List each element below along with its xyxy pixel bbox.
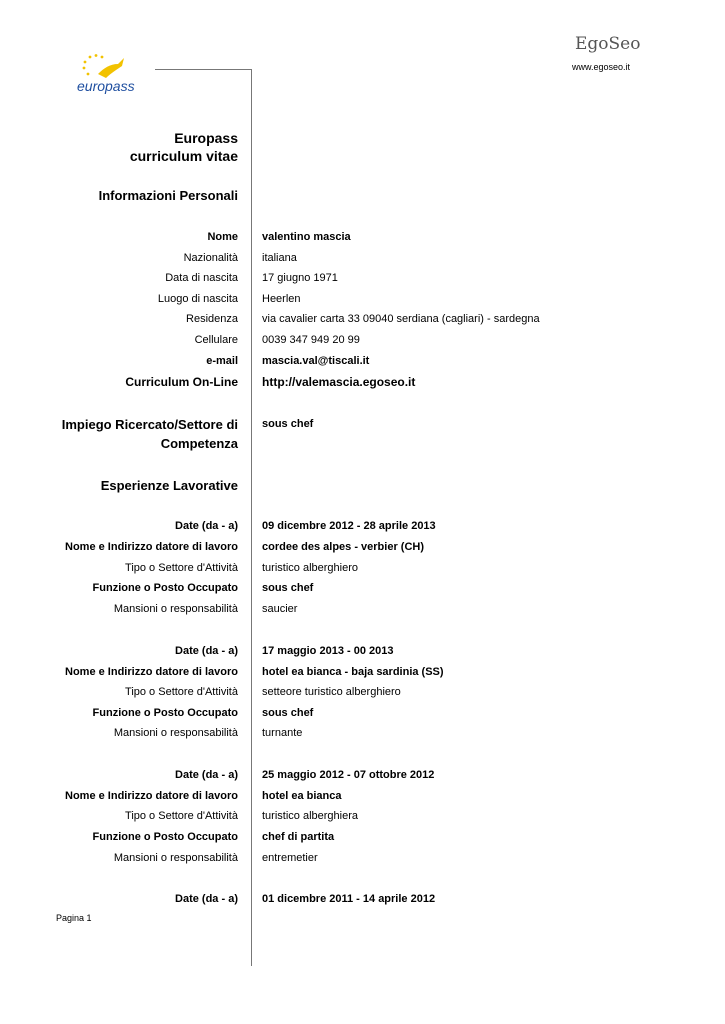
value-nationality: italiana <box>262 252 297 264</box>
job1-position-label: Funzione o Posto Occupato <box>92 582 238 594</box>
job3-position-label: Funzione o Posto Occupato <box>92 831 238 843</box>
europass-logo <box>74 54 156 98</box>
job1-employer-label: Nome e Indirizzo datore di lavoro <box>65 541 238 553</box>
egoseo-logo <box>575 34 640 54</box>
job3-position: chef di partita <box>262 831 335 843</box>
job2-date-label: Date (da - a) <box>175 645 238 657</box>
job3-duties-label: Mansioni o responsabilità <box>113 852 238 864</box>
job3-duties: entremetier <box>262 852 318 864</box>
job4-date-label: Date (da - a) <box>175 893 238 905</box>
label-residence: Residenza <box>186 313 238 325</box>
label-nationality: Nazionalità <box>183 252 238 264</box>
figure-icon <box>98 58 124 78</box>
value-online-cv[interactable]: http://valemascia.egoseo.it <box>262 375 416 389</box>
label-email: e-mail <box>206 355 238 367</box>
label-birthplace: Luogo di nascita <box>157 293 238 305</box>
job1-employer: cordee des alpes - verbier (CH) <box>262 541 425 553</box>
value-mobile: 0039 347 949 20 99 <box>262 334 360 346</box>
value-birthplace: Heerlen <box>262 293 301 305</box>
egoseo-logo-text: EgoSeo <box>575 34 641 54</box>
job3-date: 25 maggio 2012 - 07 ottobre 2012 <box>262 769 435 781</box>
job2-duties: turnante <box>262 727 303 739</box>
job2-sector-label: Tipo o Settore d'Attività <box>125 686 238 698</box>
header-divider <box>155 69 252 70</box>
job2-position-label: Funzione o Posto Occupato <box>92 707 238 719</box>
job4-date: 01 dicembre 2011 - 14 aprile 2012 <box>262 893 436 905</box>
label-name: Nome <box>207 231 238 243</box>
website-url[interactable]: www.egoseo.it <box>572 62 631 72</box>
value-target: sous chef <box>262 418 314 430</box>
section-heading-experience: Esperienze Lavorative <box>100 478 238 493</box>
job3-employer: hotel ea bianca <box>262 790 342 802</box>
europass-logo-text: europass <box>77 78 135 94</box>
value-email[interactable]: mascia.val@tiscali.it <box>262 355 370 367</box>
cv-title-line1: Europass <box>174 130 238 146</box>
job2-duties-label: Mansioni o responsabilità <box>113 727 238 739</box>
label-birthdate: Data di nascita <box>165 272 238 284</box>
section-heading-personal: Informazioni Personali <box>98 188 238 203</box>
job3-sector: turistico alberghiera <box>262 810 358 822</box>
job3-sector-label: Tipo o Settore d'Attività <box>125 810 238 822</box>
column-divider <box>251 69 252 966</box>
job1-duties-label: Mansioni o responsabilità <box>113 603 238 615</box>
job2-employer-label: Nome e Indirizzo datore di lavoro <box>65 666 238 678</box>
job1-position: sous chef <box>262 582 314 594</box>
job2-position: sous chef <box>262 707 314 719</box>
job2-sector: setteore turistico alberghiero <box>262 686 401 698</box>
cv-title-line2: curriculum vitae <box>129 148 238 164</box>
job2-employer: hotel ea bianca - baja sardinia (SS) <box>262 666 444 678</box>
job1-date-label: Date (da - a) <box>175 520 238 532</box>
section-heading-target-line2: Competenza <box>160 436 238 451</box>
label-mobile: Cellulare <box>194 334 238 346</box>
value-residence: via cavalier carta 33 09040 serdiana (cagliari) - sardegna <box>262 313 540 325</box>
section-heading-target-line1: Impiego Ricercato/Settore di <box>61 417 238 432</box>
value-birthdate: 17 giugno 1971 <box>262 272 338 284</box>
job3-employer-label: Nome e Indirizzo datore di lavoro <box>65 790 238 802</box>
job1-sector: turistico alberghiero <box>262 562 358 574</box>
label-online-cv: Curriculum On-Line <box>125 375 238 389</box>
page-number: Pagina 1 <box>56 913 92 923</box>
value-name: valentino mascia <box>262 231 351 243</box>
job2-date: 17 maggio 2013 - 00 2013 <box>262 645 394 657</box>
job1-date: 09 dicembre 2012 - 28 aprile 2013 <box>262 520 436 532</box>
job1-duties: saucier <box>262 603 298 615</box>
job1-sector-label: Tipo o Settore d'Attività <box>125 562 238 574</box>
job3-date-label: Date (da - a) <box>175 769 238 781</box>
